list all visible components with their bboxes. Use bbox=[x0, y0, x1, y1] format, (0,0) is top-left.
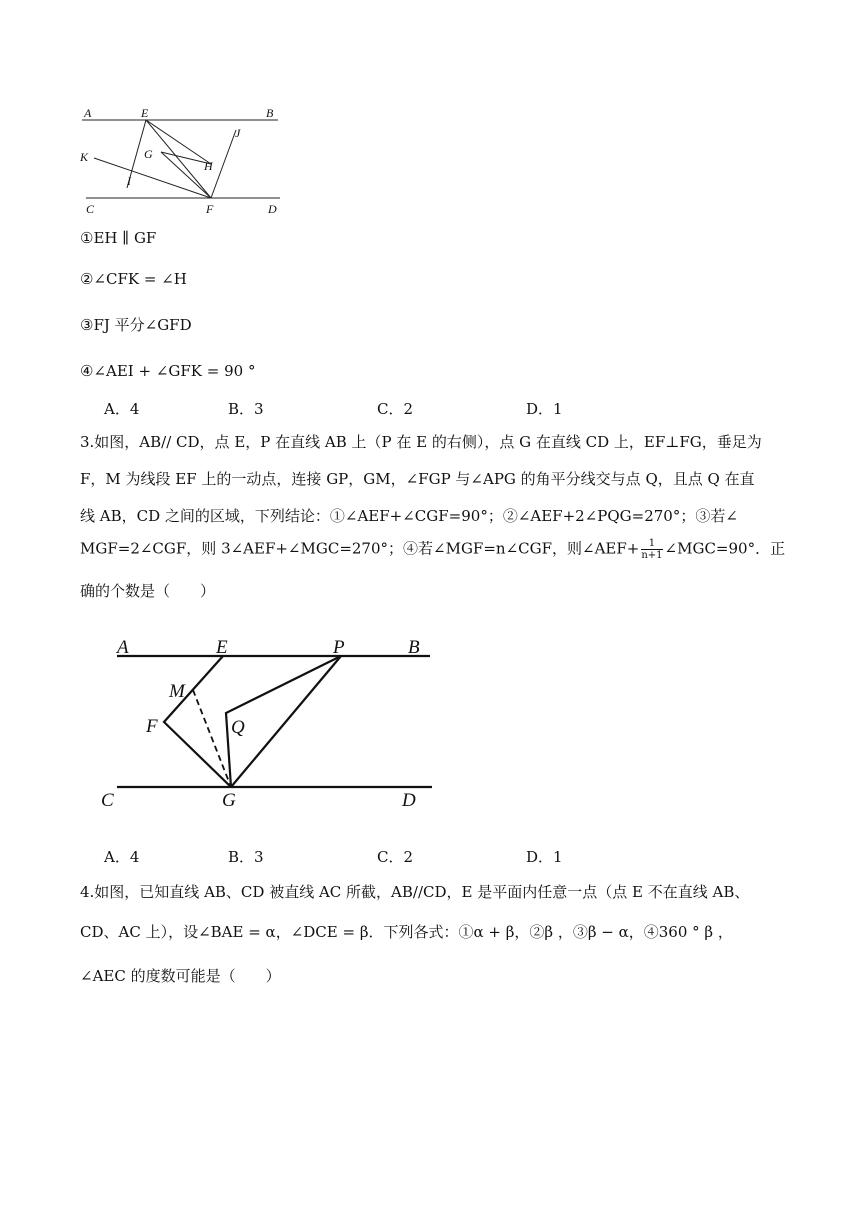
statement-3: ③FJ 平分∠GFD bbox=[80, 316, 192, 334]
statement-4: ④∠AEI + ∠GFK = 90 ° bbox=[80, 362, 256, 380]
label-j: J bbox=[235, 126, 241, 140]
q3-option-c: C．2 bbox=[377, 848, 414, 866]
q3-line-5: 确的个数是（ ） bbox=[80, 582, 216, 600]
q3-option-b: B．3 bbox=[228, 848, 264, 866]
q3-line-4-a: MGF=2∠CGF，则 3∠AEF+∠MGC=270°；④若∠MGF=n∠CGF，则∠AEF+ bbox=[80, 539, 640, 558]
label-p: P bbox=[333, 637, 345, 658]
fraction bbox=[641, 538, 662, 561]
q4-line-3: ∠AEC 的度数可能是（ ） bbox=[80, 967, 281, 985]
label-b: B bbox=[408, 637, 420, 658]
q2-option-d: D．1 bbox=[526, 400, 563, 418]
figure-1 bbox=[70, 100, 300, 220]
label-a: A bbox=[84, 106, 92, 120]
segment-ef bbox=[146, 120, 211, 198]
label-c: C bbox=[101, 790, 114, 811]
label-i: I bbox=[127, 174, 131, 188]
fraction-denominator: n+1 bbox=[641, 550, 663, 561]
label-d: D bbox=[268, 202, 277, 216]
label-f: F bbox=[206, 202, 214, 216]
label-d: D bbox=[402, 790, 416, 811]
q3-line-4-b: ∠MGC=90°．正 bbox=[664, 539, 786, 558]
label-g: G bbox=[222, 790, 236, 811]
label-m: M bbox=[169, 681, 185, 702]
segment-gm-dashed bbox=[193, 690, 231, 787]
label-c: C bbox=[86, 202, 95, 216]
q3-option-a: A．4 bbox=[104, 848, 140, 866]
label-b: B bbox=[266, 106, 274, 120]
q2-option-a: A．4 bbox=[104, 400, 140, 418]
q3-line-2: F，M 为线段 EF 上的一动点，连接 GP，GM，∠FGP 与∠APG 的角平分线交与点 Q，且点 Q 在直 bbox=[80, 470, 755, 488]
label-a: A bbox=[117, 637, 129, 658]
figure-2 bbox=[95, 630, 445, 820]
segment-kf bbox=[94, 158, 211, 198]
label-g: G bbox=[144, 147, 153, 161]
statement-2: ②∠CFK = ∠H bbox=[80, 270, 187, 288]
q2-option-c: C．2 bbox=[377, 400, 414, 418]
q3-option-d: D．1 bbox=[526, 848, 563, 866]
label-h: H bbox=[204, 159, 213, 173]
q3-line-3: 线 AB，CD 之间的区域，下列结论：①∠AEF+∠CGF=90°；②∠AEF+2∠PQG=270°；③若∠ bbox=[80, 507, 738, 525]
label-k: K bbox=[80, 150, 89, 164]
q3-line-4 bbox=[80, 538, 785, 561]
segment-fj bbox=[211, 130, 236, 198]
fraction-numerator: 1 bbox=[648, 538, 656, 549]
label-e: E bbox=[141, 106, 149, 120]
label-e: E bbox=[216, 637, 228, 658]
segment-gp bbox=[231, 656, 341, 787]
path-e-f-g bbox=[164, 656, 231, 787]
statement-1: ①EH ∥ GF bbox=[80, 229, 157, 247]
segment-eh bbox=[146, 120, 211, 164]
q4-line-2: CD、AC 上），设∠BAE = α，∠DCE = β．下列各式：①α + β，②β ，③β − α，④360 ° β ， bbox=[80, 923, 733, 941]
label-q: Q bbox=[231, 717, 245, 738]
label-f: F bbox=[146, 716, 158, 737]
q4-line-1: 4.如图，已知直线 AB、CD 被直线 AC 所截，AB//CD，E 是平面内任意一点（点 E 不在直线 AB、 bbox=[80, 883, 750, 901]
q2-option-b: B．3 bbox=[228, 400, 264, 418]
q3-line-1: 3.如图，AB// CD，点 E，P 在直线 AB 上（P 在 E 的右侧），点 G 在直线 CD 上，EF⊥FG，垂足为 bbox=[80, 433, 762, 451]
